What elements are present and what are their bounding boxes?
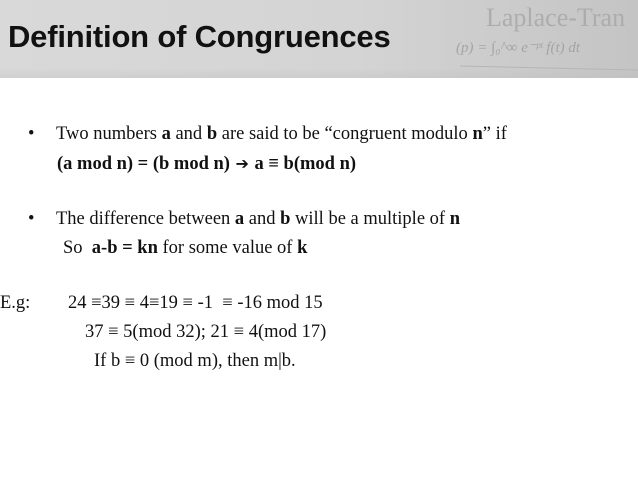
bullet-symbol: • bbox=[28, 124, 35, 144]
bold-term: n bbox=[449, 209, 460, 229]
arrow-icon: ➔ bbox=[229, 154, 255, 173]
bold-expression: a ≡ b(mod n) bbox=[254, 154, 357, 174]
bullet-text: and bbox=[244, 209, 281, 229]
decoration-word: Laplace-Tran bbox=[486, 3, 626, 32]
example-line-2 bbox=[28, 318, 628, 347]
slide-content bbox=[0, 120, 628, 376]
bold-term: b bbox=[206, 124, 218, 144]
bullet-text: are said to be “congruent modulo bbox=[217, 124, 473, 144]
bullet-text: will be a multiple of bbox=[290, 209, 450, 229]
bullet-continuation bbox=[28, 234, 628, 263]
bold-term: b bbox=[280, 209, 291, 229]
bold-expression: (a mod n) = (b mod n) bbox=[57, 154, 230, 174]
example-text: 24 ≡39 ≡ 4≡19 ≡ -1 ≡ -16 mod 15 bbox=[68, 293, 323, 313]
example-label: E.g: bbox=[0, 293, 31, 313]
example-line-1 bbox=[0, 289, 628, 318]
bold-term: n bbox=[472, 124, 483, 144]
decoration-formula: (p) = ∫₀^∞ e⁻ᵖᵗ f(t) dt bbox=[456, 40, 581, 56]
bullet-continuation bbox=[28, 149, 628, 179]
bold-expression: a-b = kn bbox=[91, 238, 158, 258]
bold-term: a bbox=[161, 124, 171, 144]
example-text: If b ≡ 0 (mod m), then m|b. bbox=[94, 351, 296, 371]
example-line-3 bbox=[28, 347, 628, 376]
bold-term: a bbox=[234, 209, 245, 229]
page-title: Definition of Congruences bbox=[8, 19, 391, 54]
bullet-text: for some value of bbox=[157, 238, 298, 258]
bullet-text: The difference between bbox=[56, 209, 235, 229]
bullet-text: ” if bbox=[482, 124, 507, 144]
bold-term: k bbox=[297, 238, 308, 258]
laplace-decoration-image bbox=[440, 0, 638, 78]
bullet-text: So bbox=[63, 238, 92, 258]
bullet-text: Two numbers bbox=[56, 124, 162, 144]
bullet-symbol: • bbox=[28, 209, 35, 229]
bullet-item bbox=[28, 205, 628, 234]
bullet-item bbox=[28, 120, 628, 149]
title-bar bbox=[0, 0, 638, 78]
example-text: 37 ≡ 5(mod 32); 21 ≡ 4(mod 17) bbox=[85, 322, 327, 342]
bullet-text: and bbox=[170, 124, 207, 144]
